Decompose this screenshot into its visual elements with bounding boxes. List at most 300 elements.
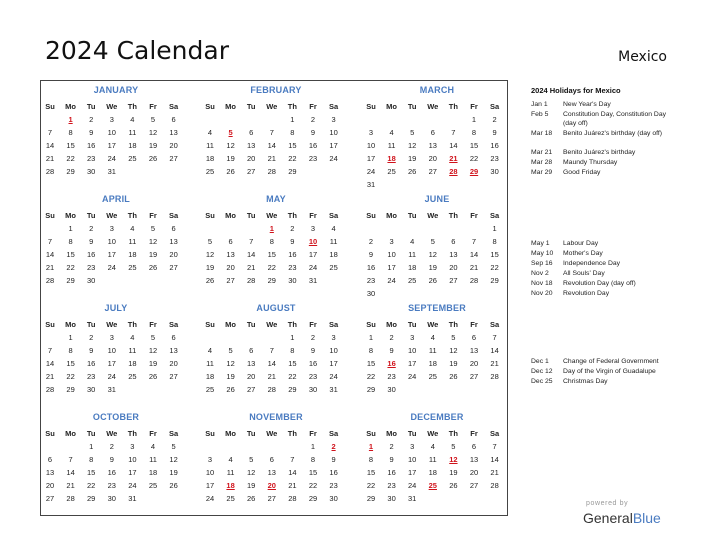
day-cell: 9: [331, 455, 336, 464]
day-cell: 19: [205, 263, 215, 272]
day-cell: 18: [205, 372, 215, 381]
day-cell: 10: [107, 237, 116, 246]
day-cell: 19: [226, 372, 235, 381]
day-cell: 23: [107, 481, 116, 490]
day-cell: 8: [310, 455, 316, 464]
day-cell: 9: [290, 237, 295, 246]
holiday-item: [531, 110, 681, 128]
day-cell: 6: [228, 237, 233, 246]
day-cell: 24: [205, 494, 215, 503]
day-cell: 13: [449, 250, 458, 259]
day-cell: 22: [66, 372, 75, 381]
weekday-header: Su: [45, 211, 55, 220]
day-cell: 10: [107, 128, 116, 137]
day-cell: 29: [66, 276, 75, 285]
day-cell: 12: [205, 250, 215, 259]
day-cell: 11: [428, 455, 437, 464]
day-cell: 6: [249, 346, 254, 355]
day-cell: 23: [308, 372, 318, 381]
day-cell: 16: [490, 141, 499, 150]
holiday-date: May 1: [531, 240, 550, 247]
day-cell: 28: [66, 494, 75, 503]
day-cell: 14: [45, 359, 55, 368]
weekday-header: Tu: [407, 211, 417, 220]
month-name: MAY: [266, 194, 286, 204]
day-cell: 10: [387, 250, 396, 259]
day-cell: 19: [247, 481, 256, 490]
day-cell: 18: [205, 154, 215, 163]
day-cell: 16: [288, 250, 297, 259]
day-cell: 10: [329, 346, 338, 355]
weekday-header: We: [106, 429, 118, 438]
weekday-header: Th: [127, 102, 137, 111]
weekday-header: Mo: [65, 102, 77, 111]
day-cell: 25: [428, 372, 437, 381]
day-cell: 26: [449, 481, 458, 490]
day-cell: 7: [47, 237, 53, 246]
day-cell: 31: [107, 167, 116, 176]
day-cell: 31: [107, 385, 116, 394]
day-cell: 20: [169, 250, 178, 259]
day-cell: 16: [87, 250, 96, 259]
day-cell: 3: [331, 333, 336, 342]
day-cell: 15: [288, 141, 297, 150]
day-cell: 23: [87, 372, 96, 381]
holiday-name: Good Friday: [563, 169, 601, 176]
weekday-header: Th: [287, 211, 297, 220]
day-cell: 29: [87, 494, 96, 503]
holiday-name: Labour Day: [563, 240, 599, 247]
day-cell: 1: [368, 333, 374, 342]
day-cell: 30: [329, 494, 338, 503]
day-cell: 26: [148, 263, 158, 272]
day-cell: 22: [66, 263, 75, 272]
day-cell: 2: [290, 224, 295, 233]
page-title: 2024 Calendar: [45, 36, 229, 65]
day-cell: 14: [469, 250, 479, 259]
day-cell: 1: [89, 442, 94, 451]
day-cell: 18: [428, 468, 437, 477]
holiday-date: Mar 18: [531, 130, 553, 137]
weekday-header: Su: [366, 429, 376, 438]
weekday-header: We: [266, 429, 278, 438]
day-cell: 28: [267, 385, 276, 394]
day-cell: 15: [66, 141, 75, 150]
day-cell: 3: [207, 455, 213, 464]
day-cell: 29: [267, 276, 276, 285]
weekday-header: Th: [127, 429, 137, 438]
day-cell: 17: [205, 481, 215, 490]
weekday-header: Fr: [309, 429, 317, 438]
day-cell: 4: [130, 224, 135, 233]
holiday-date: Dec 1: [531, 358, 549, 365]
day-cell: 24: [329, 154, 338, 163]
day-cell: 31: [329, 385, 338, 394]
day-cell: 7: [269, 128, 274, 137]
day-cell: 11: [149, 455, 157, 464]
day-cell: 20: [45, 481, 55, 490]
holiday-date: Dec 25: [531, 378, 553, 385]
day-cell: 14: [45, 250, 55, 259]
day-cell: 28: [490, 372, 499, 381]
weekday-header: Mo: [65, 320, 77, 329]
day-cell: 17: [408, 468, 417, 477]
day-cell: 1: [492, 224, 497, 233]
holiday-day-cell: 1: [368, 442, 374, 451]
day-cell: 21: [66, 481, 75, 490]
day-cell: 15: [87, 468, 96, 477]
holiday-day-cell: 18: [387, 154, 396, 163]
day-cell: 1: [68, 224, 73, 233]
day-cell: 21: [45, 154, 55, 163]
day-cell: 15: [66, 359, 75, 368]
day-cell: 9: [89, 128, 94, 137]
weekday-header: Fr: [149, 102, 157, 111]
holiday-name: Revolution Day: [563, 290, 610, 297]
holiday-date: Nov 20: [531, 290, 553, 297]
day-cell: 29: [288, 385, 297, 394]
holiday-item: [531, 129, 681, 138]
holiday-date: Mar 29: [531, 169, 553, 176]
day-cell: 8: [269, 237, 274, 246]
day-cell: 8: [471, 128, 477, 137]
day-cell: 22: [87, 481, 96, 490]
day-cell: 4: [207, 128, 213, 137]
day-cell: 29: [366, 494, 376, 503]
holiday-day-cell: 1: [68, 115, 73, 124]
day-cell: 30: [87, 167, 96, 176]
day-cell: 12: [169, 455, 178, 464]
day-cell: 8: [89, 455, 94, 464]
holiday-day-cell: 29: [469, 167, 479, 176]
day-cell: 27: [267, 494, 276, 503]
day-cell: 28: [469, 276, 479, 285]
day-cell: 3: [130, 442, 135, 451]
holiday-name: Change of Federal Government: [563, 358, 659, 365]
day-cell: 12: [148, 237, 158, 246]
day-cell: 13: [247, 359, 256, 368]
day-cell: 29: [308, 494, 318, 503]
holiday-day-cell: 16: [387, 359, 396, 368]
weekday-header: Mo: [386, 429, 398, 438]
day-cell: 31: [366, 180, 376, 189]
weekday-header: Mo: [225, 102, 237, 111]
day-cell: 26: [205, 276, 215, 285]
day-cell: 1: [290, 333, 295, 342]
holiday-item: [531, 259, 681, 268]
day-cell: 18: [428, 359, 437, 368]
weekday-header: Sa: [329, 211, 339, 220]
holiday-name: Mother's Day: [563, 250, 603, 257]
day-cell: 15: [267, 250, 276, 259]
day-cell: 8: [290, 346, 295, 355]
brand-logo[interactable]: [583, 510, 661, 526]
day-cell: 14: [66, 468, 75, 477]
day-cell: 26: [148, 372, 158, 381]
day-cell: 22: [366, 481, 376, 490]
day-cell: 21: [469, 263, 479, 272]
holiday-item: [531, 279, 681, 288]
day-cell: 22: [288, 154, 297, 163]
day-cell: 26: [449, 372, 458, 381]
day-cell: 16: [107, 468, 116, 477]
day-cell: 10: [366, 141, 376, 150]
day-cell: 17: [308, 250, 318, 259]
day-cell: 26: [169, 481, 178, 490]
holiday-day-cell: 18: [226, 481, 235, 490]
day-cell: 24: [107, 372, 116, 381]
day-cell: 23: [87, 154, 96, 163]
day-cell: 23: [329, 481, 338, 490]
day-cell: 16: [87, 359, 96, 368]
day-cell: 6: [430, 128, 435, 137]
weekday-header: Su: [45, 320, 55, 329]
month-name: SEPTEMBER: [408, 303, 466, 313]
day-cell: 26: [428, 276, 437, 285]
day-cell: 23: [366, 276, 376, 285]
day-cell: 16: [329, 468, 338, 477]
weekday-header: We: [427, 102, 439, 111]
day-cell: 30: [87, 385, 96, 394]
day-cell: 3: [410, 442, 415, 451]
day-cell: 24: [329, 372, 338, 381]
weekday-header: Th: [448, 429, 458, 438]
day-cell: 13: [469, 346, 479, 355]
day-cell: 31: [128, 494, 137, 503]
weekday-header: Th: [127, 211, 137, 220]
day-cell: 12: [226, 359, 235, 368]
day-cell: 12: [449, 346, 458, 355]
day-cell: 3: [109, 224, 114, 233]
day-cell: 2: [89, 115, 94, 124]
day-cell: 28: [267, 167, 276, 176]
holiday-day-cell: 28: [449, 167, 458, 176]
day-cell: 24: [308, 263, 318, 272]
day-cell: 21: [267, 154, 276, 163]
weekday-header: Sa: [169, 102, 179, 111]
weekday-header: Fr: [149, 429, 157, 438]
day-cell: 19: [449, 468, 458, 477]
day-cell: 28: [45, 167, 55, 176]
day-cell: 2: [389, 333, 394, 342]
day-cell: 2: [368, 237, 374, 246]
day-cell: 20: [428, 154, 437, 163]
day-cell: 4: [130, 115, 135, 124]
day-cell: 24: [408, 481, 417, 490]
weekday-header: Fr: [470, 320, 478, 329]
day-cell: 17: [107, 359, 116, 368]
day-cell: 24: [408, 372, 417, 381]
day-cell: 5: [410, 128, 415, 137]
holiday-item: [531, 269, 681, 278]
day-cell: 6: [249, 128, 254, 137]
country-label: Mexico: [618, 49, 667, 65]
day-cell: 24: [387, 276, 396, 285]
day-cell: 14: [45, 141, 55, 150]
day-cell: 10: [329, 128, 338, 137]
day-cell: 25: [128, 154, 137, 163]
day-cell: 8: [68, 346, 73, 355]
holiday-date: Sep 16: [531, 260, 553, 267]
day-cell: 29: [66, 385, 75, 394]
holiday-item: [531, 249, 681, 258]
day-cell: 27: [469, 372, 479, 381]
day-cell: 4: [430, 442, 435, 451]
day-cell: 13: [428, 141, 437, 150]
day-cell: 13: [469, 455, 479, 464]
weekday-header: Th: [448, 102, 458, 111]
day-cell: 5: [150, 333, 156, 342]
weekday-header: Mo: [65, 429, 77, 438]
weekday-header: Mo: [65, 211, 77, 220]
day-cell: 27: [247, 385, 256, 394]
day-cell: 15: [490, 250, 499, 259]
day-cell: 3: [331, 115, 336, 124]
day-cell: 1: [310, 442, 316, 451]
day-cell: 10: [408, 455, 417, 464]
day-cell: 5: [430, 237, 435, 246]
day-cell: 27: [45, 494, 55, 503]
holiday-item: [531, 357, 681, 366]
day-cell: 27: [247, 167, 256, 176]
day-cell: 10: [408, 346, 417, 355]
day-cell: 30: [308, 385, 318, 394]
day-cell: 20: [247, 372, 256, 381]
holiday-name: Benito Juárez's birthday (day off): [563, 130, 663, 137]
month-name: NOVEMBER: [249, 412, 303, 422]
day-cell: 5: [171, 442, 176, 451]
day-cell: 5: [150, 224, 156, 233]
weekday-header: Mo: [386, 320, 398, 329]
holiday-date: May 10: [531, 250, 554, 257]
day-cell: 26: [247, 494, 256, 503]
day-cell: 14: [288, 468, 297, 477]
day-cell: 12: [148, 128, 158, 137]
day-cell: 30: [107, 494, 116, 503]
day-cell: 4: [228, 455, 233, 464]
weekday-header: Sa: [169, 211, 179, 220]
day-cell: 30: [366, 289, 376, 298]
day-cell: 14: [449, 141, 458, 150]
day-cell: 19: [148, 250, 158, 259]
holiday-date: Dec 12: [531, 368, 553, 375]
day-cell: 6: [171, 115, 176, 124]
day-cell: 26: [226, 385, 235, 394]
day-cell: 16: [308, 359, 318, 368]
day-cell: 3: [389, 237, 394, 246]
weekday-header: Mo: [225, 429, 237, 438]
holiday-name: Constitution Day, Constitution Day (day off): [563, 111, 667, 127]
day-cell: 21: [45, 263, 55, 272]
day-cell: 30: [87, 276, 96, 285]
month-name: OCTOBER: [92, 412, 140, 422]
day-cell: 5: [207, 237, 213, 246]
weekday-header: Fr: [309, 211, 317, 220]
weekday-header: Tu: [407, 429, 417, 438]
day-cell: 7: [47, 346, 53, 355]
day-cell: 28: [45, 276, 55, 285]
day-cell: 6: [47, 455, 53, 464]
day-cell: 24: [128, 481, 137, 490]
weekday-header: Tu: [86, 429, 96, 438]
calendar-grid: [40, 80, 508, 516]
weekday-header: Fr: [309, 320, 317, 329]
month-name: APRIL: [102, 194, 130, 204]
day-cell: 5: [150, 115, 156, 124]
day-cell: 15: [366, 359, 376, 368]
weekday-header: We: [106, 320, 118, 329]
weekday-header: Tu: [86, 211, 96, 220]
day-cell: 4: [430, 333, 435, 342]
day-cell: 11: [206, 141, 214, 150]
day-cell: 8: [68, 237, 73, 246]
weekday-header: Tu: [407, 102, 417, 111]
day-cell: 25: [408, 276, 417, 285]
holiday-day-cell: 1: [269, 224, 274, 233]
day-cell: 13: [169, 237, 178, 246]
day-cell: 20: [449, 263, 458, 272]
day-cell: 22: [66, 154, 75, 163]
day-cell: 27: [449, 276, 458, 285]
weekday-header: Sa: [490, 429, 500, 438]
day-cell: 2: [310, 115, 316, 124]
day-cell: 28: [490, 481, 499, 490]
day-cell: 13: [169, 346, 178, 355]
day-cell: 11: [329, 237, 338, 246]
day-cell: 3: [410, 333, 415, 342]
day-cell: 24: [107, 263, 116, 272]
holiday-day-cell: 2: [331, 442, 336, 451]
day-cell: 2: [109, 442, 114, 451]
day-cell: 2: [310, 333, 316, 342]
day-cell: 28: [247, 276, 256, 285]
day-cell: 7: [249, 237, 254, 246]
day-cell: 17: [387, 263, 396, 272]
weekday-header: Su: [45, 102, 55, 111]
weekday-header: Su: [205, 429, 215, 438]
day-cell: 15: [366, 468, 376, 477]
holiday-date: Feb 5: [531, 111, 549, 118]
day-cell: 13: [267, 468, 276, 477]
day-cell: 9: [368, 250, 374, 259]
day-cell: 19: [428, 263, 437, 272]
weekday-header: Sa: [169, 429, 179, 438]
day-cell: 16: [387, 468, 396, 477]
day-cell: 11: [428, 346, 437, 355]
day-cell: 11: [128, 128, 137, 137]
day-cell: 22: [366, 372, 376, 381]
day-cell: 13: [226, 250, 235, 259]
weekday-header: Su: [366, 102, 376, 111]
day-cell: 11: [206, 359, 214, 368]
weekday-header: Fr: [470, 102, 478, 111]
day-cell: 25: [128, 372, 137, 381]
day-cell: 12: [408, 141, 417, 150]
brand-part-blue: Blue: [632, 510, 661, 526]
day-cell: 23: [387, 372, 396, 381]
day-cell: 30: [490, 167, 499, 176]
day-cell: 21: [490, 468, 499, 477]
holiday-name: All Souls' Day: [563, 270, 605, 277]
weekday-header: Fr: [470, 211, 478, 220]
weekday-header: Fr: [149, 211, 157, 220]
day-cell: 21: [490, 359, 499, 368]
weekday-header: Sa: [329, 429, 339, 438]
day-cell: 1: [471, 115, 477, 124]
day-cell: 4: [150, 442, 156, 451]
holiday-name: New Year's Day: [563, 101, 611, 108]
day-cell: 24: [366, 167, 376, 176]
